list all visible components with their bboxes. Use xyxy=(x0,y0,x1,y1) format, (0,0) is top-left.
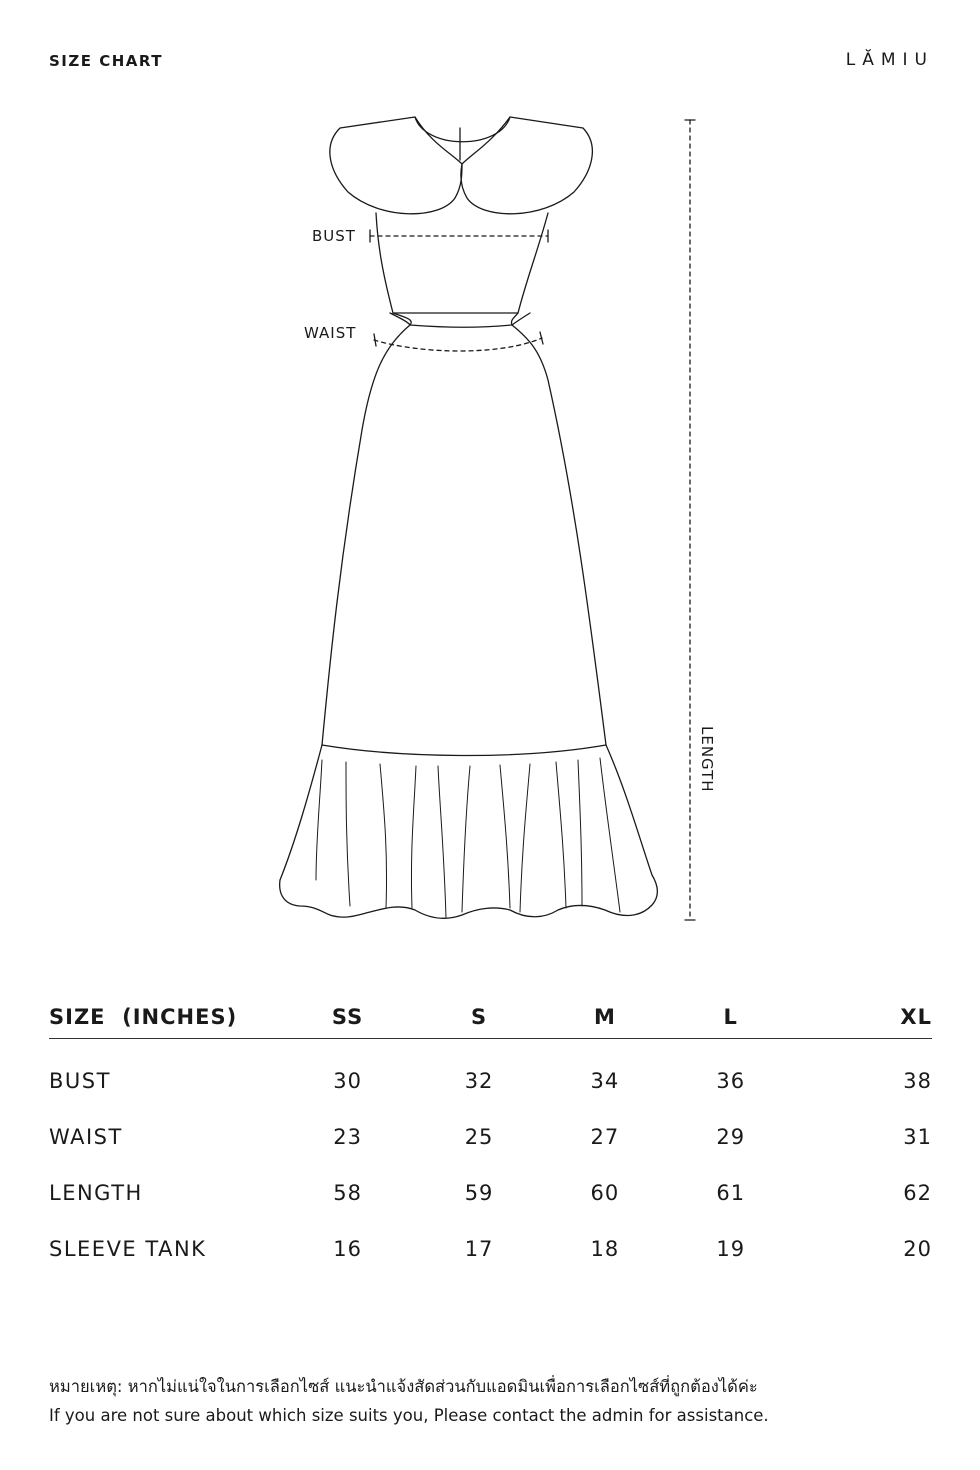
table-cell: 59 xyxy=(464,1181,494,1205)
row-label-bust: BUST xyxy=(49,1069,111,1093)
table-cell: 38 xyxy=(903,1069,932,1093)
dress-collar-right xyxy=(461,117,593,214)
footnote-thai: หมายเหตุ: หากไม่แน่ใจในการเลือกไซส์ แนะนำแจ้งสัดส่วนกับแอดมินเพื่อการเลือกไซส์ที่ถูกต้องได้ค่ะ xyxy=(49,1377,758,1396)
table-cell: 20 xyxy=(903,1237,932,1261)
dress-collar-left xyxy=(330,117,462,214)
table-header-s: S xyxy=(416,996,542,1039)
table-cell: 34 xyxy=(590,1069,620,1093)
footnote-english: If you are not sure about which size suits you, Please contact the admin for assistance. xyxy=(49,1406,769,1425)
waist-label: WAIST xyxy=(304,324,357,342)
table-cell: 18 xyxy=(590,1237,620,1261)
table-header-xl: XL xyxy=(794,996,932,1039)
table-header-l: L xyxy=(668,996,794,1039)
table-cell: 58 xyxy=(333,1181,362,1205)
table-cell: 27 xyxy=(590,1125,620,1149)
table-header-row xyxy=(49,996,932,1039)
table-cell: 30 xyxy=(333,1069,362,1093)
table-cell: 61 xyxy=(716,1181,746,1205)
table-cell: 62 xyxy=(903,1181,932,1205)
table-cell: 23 xyxy=(333,1125,362,1149)
row-label-length: LENGTH xyxy=(49,1181,143,1205)
table-cell: 31 xyxy=(903,1125,932,1149)
dress-ruffle xyxy=(280,745,658,918)
dress-waistband xyxy=(393,313,518,327)
row-label-waist: WAIST xyxy=(49,1125,123,1149)
row-label-sleeve-tank: SLEEVE TANK xyxy=(49,1237,207,1261)
table-cell: 17 xyxy=(464,1237,494,1261)
table-cell: 19 xyxy=(716,1237,746,1261)
table-row xyxy=(49,1165,932,1221)
table-cell: 32 xyxy=(464,1069,494,1093)
footnote xyxy=(49,1372,949,1430)
bust-label: BUST xyxy=(312,227,356,245)
table-row xyxy=(49,1221,932,1277)
table-cell: 29 xyxy=(716,1125,746,1149)
table-row xyxy=(49,1109,932,1165)
table-cell: 25 xyxy=(464,1125,494,1149)
table-row xyxy=(49,1039,932,1110)
table-header-ss: SS xyxy=(279,996,416,1039)
table-header-size: SIZE (INCHES) xyxy=(49,996,279,1039)
length-label: LENGTH xyxy=(698,726,716,793)
size-table xyxy=(49,996,932,1277)
brand-logo: LĂMIU xyxy=(845,50,934,70)
table-cell: 60 xyxy=(590,1181,620,1205)
table-header-m: M xyxy=(542,996,668,1039)
table-cell: 16 xyxy=(333,1237,362,1261)
dress-skirt xyxy=(322,325,606,745)
page-title: SIZE CHART xyxy=(49,52,164,70)
table-cell: 36 xyxy=(716,1069,746,1093)
dress-bodice xyxy=(376,213,548,313)
dress-neckline xyxy=(415,117,510,142)
